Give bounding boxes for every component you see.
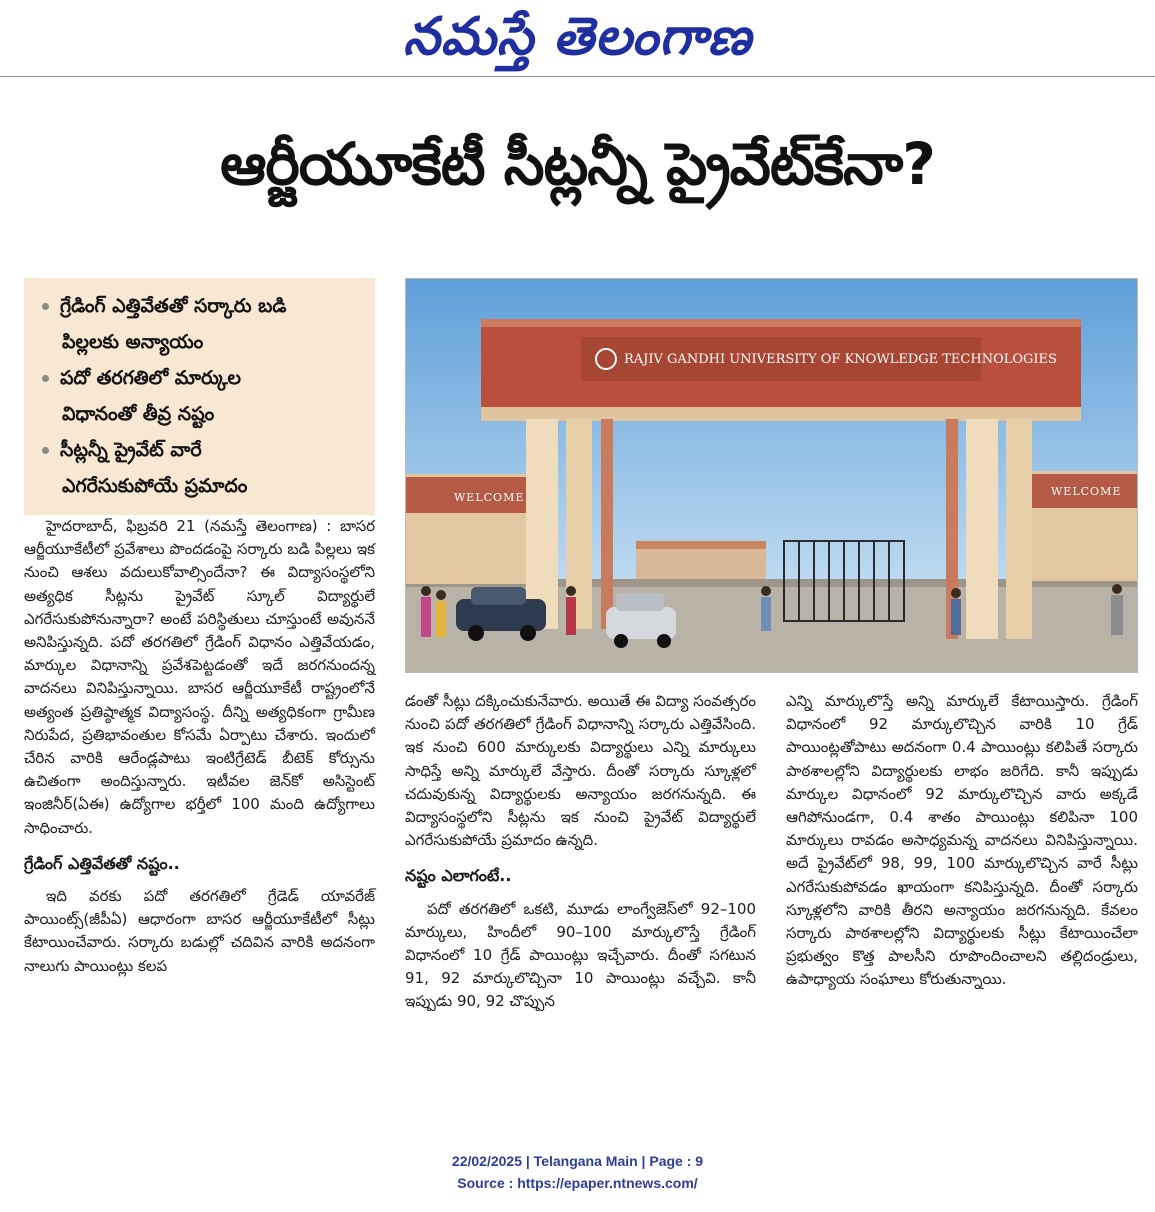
right-pillar bbox=[966, 419, 998, 639]
article-column-3 bbox=[786, 690, 1138, 992]
welcome-sign-left: WELCOME bbox=[454, 491, 525, 504]
article-column-1 bbox=[24, 515, 375, 978]
footer-source-link[interactable]: Source : https://epaper.ntnews.com/ bbox=[457, 1175, 698, 1191]
highlights-box bbox=[24, 278, 375, 515]
news-photo-university-gate bbox=[405, 278, 1138, 673]
highlight-text: సీట్లన్నీ ప్రైవేట్ వారే bbox=[60, 439, 202, 461]
distant-building bbox=[636, 547, 766, 579]
highlight-line: ఎగరేసుకుపోయే ప్రమాదం bbox=[62, 475, 248, 497]
article-paragraph: హైదరాబాద్, ఫిబ్రవరి 21 (నమస్తే తెలంగాణ) : బాసర ఆర్జీయూకేటీలో ప్రవేశాలు పొందడంపై సర్కారు బడి పిల్లలు ఇక నుంచి ఆశలు వదులుకోవాల్సిందేనా? ఈ విద్యాసంస్థలోని అత్యధిక సీట్లను ప్రైవేట్ స్కూల్ విద్యార్థులే ఎగరేసుకుపోనున్నారా? అంటే పరిస్థితులు చూస్తుంటే అవుననే అనిపిస్తున్నది. పదో తరగతిలో గ్రేడింగ్ విధానం ఎత్తివేయడం, మార్కుల విధానాన్ని ప్రవేశపెట్టడంతో ఇదే జరగనుందన్న వాదనలు వినిపిస్తున్నాయి. బాసర ఆర్జీయూకేటీ రాష్ట్రంలోనే అత్యంత ప్రతిష్ఠాత్మక విద్యాసంస్థ. దీన్ని అత్యధికంగా గ్రామీణ నిరుపేద, ప్రతిభావంతుల కోసమే ఏర్పాటు చేశారు. ఇందులో చేరిన వారికి ఆరేండ్లపాటు ఇంటిగ్రేటెడ్ బీటెక్ కోర్సును ఉచితంగా అందిస్తున్నారు. ఇటీవల జెన్‌కో అసిస్టెంట్ ఇంజినీర్(ఏఈ) ఉద్యోగాల భర్తీలో 100 మంది ఉద్యోగాలు సాధించారు. bbox=[24, 517, 375, 837]
bullet-icon bbox=[42, 303, 49, 310]
masthead-rule bbox=[0, 76, 1155, 77]
article-paragraph: డంతో సీట్లు దక్కించుకునేవారు. అయితే ఈ విద్యా సంవత్సరం నుంచి పదో తరగతిలో గ్రేడింగ్ విధానాన్ని సర్కారు ఎత్తివేసింది. ఇక నుంచి 600 మార్కులకు విద్యార్థులు ఎన్ని మార్కులు సాధిస్తే అన్ని మార్కులే వేస్తారు. దీంతో సర్కారు స్కూళ్లలో చదువుకున్న విద్యార్థులకు అన్యాయం జరగనున్నది. ఈ విద్యాసంస్థలోని సీట్లను ఇక నుంచి ప్రైవేట్ విద్యార్థులే ఎగరేసుకుపోయే ప్రమాదం ఉన్నది. bbox=[405, 692, 756, 850]
headline: ఆర్జీయూకేటీ సీట్లన్నీ ప్రైవేట్‌కేనా? bbox=[220, 130, 935, 198]
article-paragraph: పదో తరగతిలో ఒకటి, మూడు లాంగ్వేజెస్‌లో 92–100 మార్కులు, హిందీలో 90–100 మార్కులొస్తే గ్రేడింగ్ విధానంలో 10 గ్రేడ్ పాయింట్లు ఇచ్చేవారు. దీంతో సగటున 91, 92 మార్కులొచ్చినా 10 పాయింట్లు వచ్చేవి. కానీ ఇప్పుడు 90, 92 చొప్పున bbox=[405, 899, 756, 1011]
gate-illustration bbox=[406, 279, 1138, 673]
article-column-2 bbox=[405, 690, 756, 1014]
left-pillar bbox=[526, 419, 558, 629]
highlight-line bbox=[42, 360, 365, 396]
highlight-line bbox=[42, 432, 365, 468]
highlight-line bbox=[42, 288, 365, 324]
article-paragraph: ఎన్ని మార్కులొస్తే అన్ని మార్కులే కేటాయిస్తారు. గ్రేడింగ్ విధానంలో 92 మార్కులొచ్చిన వారికి 10 గ్రేడ్ పాయింట్లతోపాటు అదనంగా 0.4 పాయింట్లు కలిపితే సర్కారు పాఠశాలల్లోని విద్యార్థులకు లాభం జరిగేది. కానీ ఇప్పుడు మార్కుల విధానంలో 92 మార్కులొచ్చిన వారు అక్కడే ఆగిపోనుండగా, 0.4 శాతం పాయింట్లు కలిపినా 100 మార్కులు రావడం అసాధ్యమన్న వాదనలు వినిపిస్తున్నాయి. అదే ప్రైవేట్‌లో 98, 99, 100 మార్కులొచ్చిన వారే సీట్లు ఎగరేసుకుపోవడం ఖాయంగా కనిపిస్తున్నది. దీంతో సర్కారు స్కూళ్లలోని వారికి తీరని అన్యాయం జరగనున్నది. కేవలం సర్కారు పాఠశాలల్లోని విద్యార్థులకు సీట్లు కేటాయించేలా ప్రభుత్వం కొత్త పాలసీని రూపొందించాలని తల్లిదండ్రులు, ఉపాధ్యాయ సంఘాలు కోరుతున్నాయి. bbox=[786, 692, 1138, 989]
footer-date-page: 22/02/2025 | Telangana Main | Page : 9 bbox=[451, 1153, 704, 1169]
bullet-icon bbox=[42, 375, 49, 382]
article-subheading: గ్రేడింగ్ ఎత్తివేతతో నష్టం.. bbox=[24, 853, 180, 873]
article-subheading: నష్టం ఎలాగంటే.. bbox=[405, 866, 512, 886]
welcome-sign-right: WELCOME bbox=[1051, 485, 1122, 498]
highlight-line: విధానంతో తీవ్ర నష్టం bbox=[62, 403, 215, 425]
highlight-text: పదో తరగతిలో మార్కుల bbox=[60, 367, 241, 389]
university-name-sign: RAJIV GANDHI UNIVERSITY OF KNOWLEDGE TECHNOLOGIES bbox=[624, 352, 1057, 367]
highlight-line: పిల్లలకు అన్యాయం bbox=[62, 331, 204, 353]
bullet-icon bbox=[42, 447, 49, 454]
highlight-text: గ్రేడింగ్ ఎత్తివేతతో సర్కారు బడి bbox=[60, 295, 287, 317]
masthead-logo: నమస్తే తెలంగాణ bbox=[403, 6, 752, 67]
article-paragraph: ఇది వరకు పదో తరగతిలో గ్రేడెడ్ యావరేజ్ పాయింట్స్(జీపీఏ) ఆధారంగా బాసర ఆర్జీయూకేటీలో సీట్లు కేటాయించేవారు. సర్కారు బడుల్లో చదివిన వారికి అదనంగా నాలుగు పాయింట్లు కలప bbox=[24, 887, 375, 975]
